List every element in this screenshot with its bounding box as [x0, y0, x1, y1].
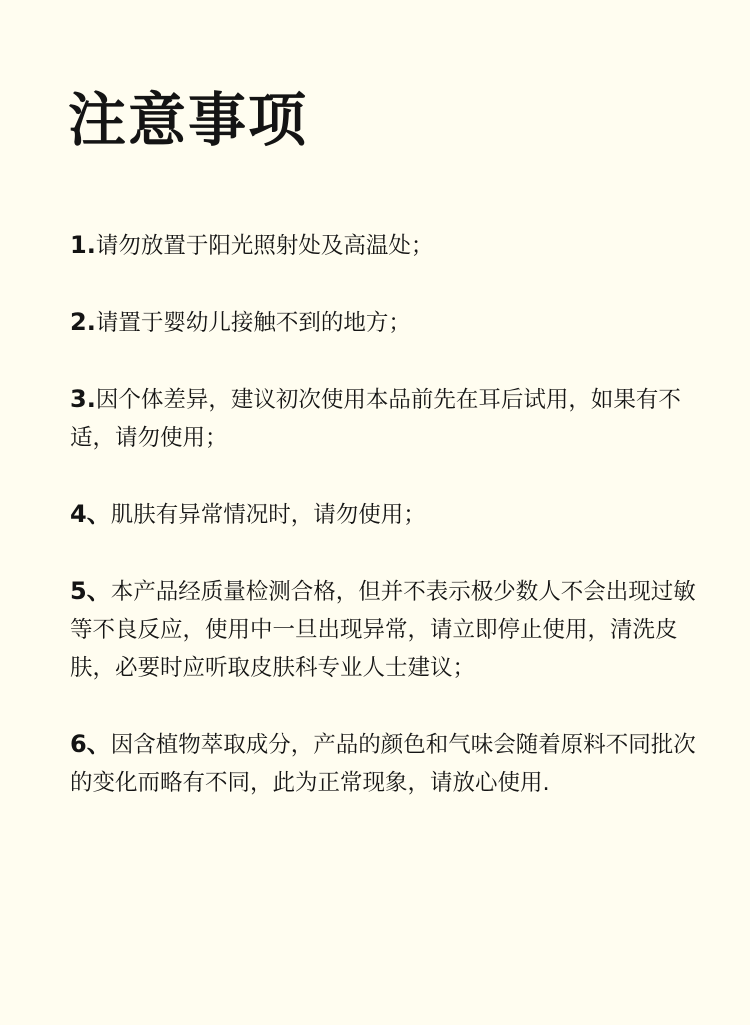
item-number: 1. [70, 231, 96, 259]
item-number: 5、 [70, 577, 111, 605]
item-number: 2. [70, 308, 96, 336]
precautions-list [70, 226, 700, 840]
item-number: 6、 [70, 730, 111, 758]
item-number: 4、 [70, 500, 111, 528]
item-number: 3. [70, 385, 96, 413]
item-text: 因个体差异，建议初次使用本品前先在耳后试用，如果有不适，请勿使用； [70, 387, 681, 451]
item-text: 本产品经质量检测合格，但并不表示极少数人不会出现过敏等不良反应，使用中一旦出现异常，请立即停止使用，清洗皮肤，必要时应听取皮肤科专业人士建议； [70, 579, 696, 681]
list-item [70, 303, 700, 342]
list-item [70, 572, 700, 687]
list-item [70, 226, 700, 265]
item-text: 肌肤有异常情况时，请勿使用； [110, 502, 426, 528]
list-item [70, 380, 700, 457]
item-text: 因含植物萃取成分，产品的颜色和气味会随着原料不同批次的变化而略有不同，此为正常现象，请放心使用. [70, 732, 696, 796]
page-title: 注意事项 [68, 86, 309, 154]
item-text: 请勿放置于阳光照射处及高温处； [95, 233, 434, 259]
list-item [70, 495, 700, 534]
list-item [70, 725, 700, 802]
item-text: 请置于婴幼儿接触不到的地方； [95, 310, 411, 336]
